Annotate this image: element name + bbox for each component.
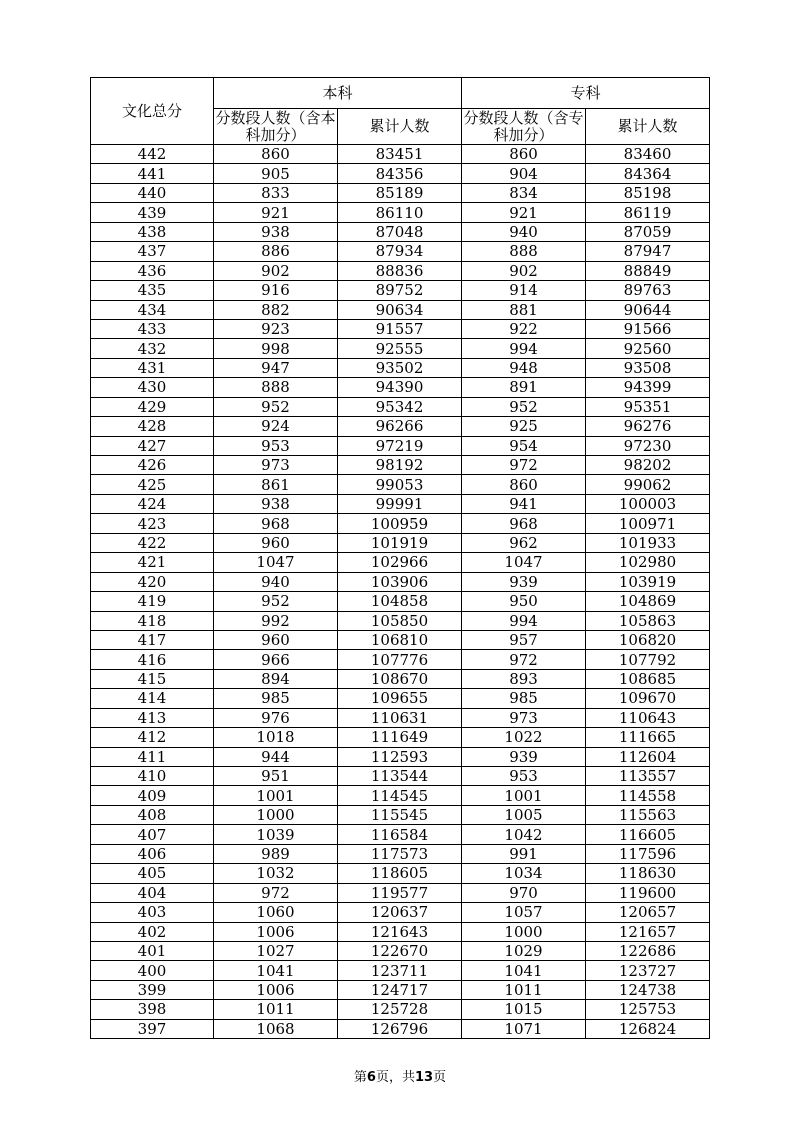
cell-benke-cumulative: 113544 [338, 767, 462, 786]
cell-zhuanke-cumulative: 112604 [586, 747, 710, 766]
cell-benke-segment: 1011 [214, 1000, 338, 1019]
cell-total-score: 415 [91, 669, 214, 688]
table-row [91, 378, 710, 397]
cell-benke-cumulative: 124717 [338, 980, 462, 999]
cell-benke-cumulative: 111649 [338, 728, 462, 747]
table-row [91, 339, 710, 358]
table-row [91, 708, 710, 727]
cell-benke-cumulative: 98192 [338, 456, 462, 475]
table-row [91, 358, 710, 377]
cell-benke-cumulative: 122670 [338, 941, 462, 960]
table-row [91, 203, 710, 222]
cell-zhuanke-segment: 893 [462, 669, 586, 688]
cell-benke-segment: 976 [214, 708, 338, 727]
cell-zhuanke-segment: 860 [462, 475, 586, 494]
cell-zhuanke-cumulative: 114558 [586, 786, 710, 805]
cell-total-score: 414 [91, 689, 214, 708]
cell-benke-cumulative: 119577 [338, 883, 462, 902]
table-row [91, 164, 710, 183]
footer-middle: 页，共 [375, 1070, 415, 1085]
page-footer [0, 1066, 800, 1085]
cell-benke-segment: 972 [214, 883, 338, 902]
cell-benke-segment: 861 [214, 475, 338, 494]
cell-zhuanke-segment: 902 [462, 261, 586, 280]
cell-total-score: 442 [91, 145, 214, 164]
cell-total-score: 432 [91, 339, 214, 358]
table-row [91, 475, 710, 494]
cell-zhuanke-cumulative: 98202 [586, 456, 710, 475]
cell-zhuanke-cumulative: 94399 [586, 378, 710, 397]
table-row [91, 319, 710, 338]
table-row [91, 592, 710, 611]
cell-benke-segment: 1001 [214, 786, 338, 805]
cell-zhuanke-segment: 1042 [462, 825, 586, 844]
cell-zhuanke-segment: 921 [462, 203, 586, 222]
cell-benke-cumulative: 125728 [338, 1000, 462, 1019]
cell-zhuanke-cumulative: 113557 [586, 767, 710, 786]
table-row [91, 864, 710, 883]
cell-total-score: 411 [91, 747, 214, 766]
cell-total-score: 407 [91, 825, 214, 844]
cell-benke-cumulative: 90634 [338, 300, 462, 319]
cell-benke-cumulative: 101919 [338, 533, 462, 552]
cell-total-score: 423 [91, 514, 214, 533]
table-row [91, 689, 710, 708]
cell-zhuanke-cumulative: 121657 [586, 922, 710, 941]
cell-zhuanke-cumulative: 96276 [586, 417, 710, 436]
cell-total-score: 424 [91, 494, 214, 513]
cell-benke-cumulative: 99991 [338, 494, 462, 513]
cell-total-score: 401 [91, 941, 214, 960]
cell-zhuanke-segment: 1057 [462, 903, 586, 922]
cell-benke-cumulative: 99053 [338, 475, 462, 494]
cell-total-score: 440 [91, 183, 214, 202]
table-row [91, 786, 710, 805]
cell-total-score: 400 [91, 961, 214, 980]
cell-benke-segment: 833 [214, 183, 338, 202]
cell-benke-cumulative: 120637 [338, 903, 462, 922]
table-row [91, 650, 710, 669]
cell-total-score: 410 [91, 767, 214, 786]
cell-total-score: 413 [91, 708, 214, 727]
table-row [91, 456, 710, 475]
cell-benke-segment: 1041 [214, 961, 338, 980]
cell-benke-segment: 1060 [214, 903, 338, 922]
table-row [91, 242, 710, 261]
cell-benke-segment: 894 [214, 669, 338, 688]
cell-zhuanke-segment: 1005 [462, 805, 586, 824]
cell-benke-segment: 882 [214, 300, 338, 319]
cell-benke-cumulative: 117573 [338, 844, 462, 863]
cell-zhuanke-cumulative: 85198 [586, 183, 710, 202]
cell-zhuanke-segment: 904 [462, 164, 586, 183]
cell-zhuanke-segment: 834 [462, 183, 586, 202]
table-header [91, 78, 710, 145]
table-row [91, 514, 710, 533]
cell-benke-segment: 1047 [214, 553, 338, 572]
cell-zhuanke-cumulative: 109670 [586, 689, 710, 708]
table-row [91, 300, 710, 319]
table-row [91, 961, 710, 980]
cell-zhuanke-cumulative: 83460 [586, 145, 710, 164]
cell-zhuanke-segment: 1001 [462, 786, 586, 805]
cell-zhuanke-cumulative: 122686 [586, 941, 710, 960]
table-row [91, 397, 710, 416]
cell-benke-cumulative: 114545 [338, 786, 462, 805]
cell-zhuanke-segment: 985 [462, 689, 586, 708]
cell-zhuanke-segment: 994 [462, 339, 586, 358]
cell-benke-cumulative: 89752 [338, 281, 462, 300]
cell-benke-cumulative: 87048 [338, 222, 462, 241]
cell-benke-cumulative: 106810 [338, 630, 462, 649]
header-benke-cumulative: 累计人数 [338, 109, 462, 145]
cell-zhuanke-segment: 953 [462, 767, 586, 786]
cell-zhuanke-segment: 925 [462, 417, 586, 436]
cell-benke-segment: 1039 [214, 825, 338, 844]
table-row [91, 767, 710, 786]
cell-benke-segment: 1068 [214, 1019, 338, 1038]
cell-benke-cumulative: 96266 [338, 417, 462, 436]
cell-benke-segment: 1006 [214, 980, 338, 999]
cell-zhuanke-segment: 891 [462, 378, 586, 397]
cell-zhuanke-cumulative: 90644 [586, 300, 710, 319]
cell-benke-segment: 966 [214, 650, 338, 669]
cell-zhuanke-segment: 954 [462, 436, 586, 455]
cell-benke-segment: 952 [214, 592, 338, 611]
cell-zhuanke-cumulative: 125753 [586, 1000, 710, 1019]
cell-benke-segment: 989 [214, 844, 338, 863]
cell-zhuanke-segment: 941 [462, 494, 586, 513]
cell-benke-cumulative: 110631 [338, 708, 462, 727]
cell-total-score: 431 [91, 358, 214, 377]
cell-total-score: 419 [91, 592, 214, 611]
cell-benke-segment: 905 [214, 164, 338, 183]
cell-benke-segment: 924 [214, 417, 338, 436]
cell-benke-cumulative: 102966 [338, 553, 462, 572]
footer-suffix: 页 [433, 1070, 447, 1085]
cell-total-score: 435 [91, 281, 214, 300]
cell-total-score: 441 [91, 164, 214, 183]
table-row [91, 825, 710, 844]
cell-zhuanke-cumulative: 88849 [586, 261, 710, 280]
footer-prefix: 第 [353, 1070, 367, 1085]
cell-total-score: 412 [91, 728, 214, 747]
cell-total-score: 406 [91, 844, 214, 863]
cell-benke-cumulative: 87934 [338, 242, 462, 261]
cell-zhuanke-segment: 972 [462, 650, 586, 669]
cell-zhuanke-cumulative: 99062 [586, 475, 710, 494]
cell-zhuanke-cumulative: 103919 [586, 572, 710, 591]
cell-zhuanke-cumulative: 119600 [586, 883, 710, 902]
table-row [91, 145, 710, 164]
cell-zhuanke-segment: 939 [462, 747, 586, 766]
cell-total-score: 430 [91, 378, 214, 397]
cell-zhuanke-segment: 1071 [462, 1019, 586, 1038]
cell-total-score: 425 [91, 475, 214, 494]
cell-zhuanke-cumulative: 106820 [586, 630, 710, 649]
header-total-score: 文化总分 [91, 78, 214, 145]
cell-total-score: 438 [91, 222, 214, 241]
cell-benke-cumulative: 84356 [338, 164, 462, 183]
cell-total-score: 422 [91, 533, 214, 552]
cell-benke-cumulative: 112593 [338, 747, 462, 766]
table-row [91, 728, 710, 747]
table-row [91, 630, 710, 649]
cell-zhuanke-cumulative: 87947 [586, 242, 710, 261]
cell-zhuanke-segment: 922 [462, 319, 586, 338]
cell-benke-segment: 1018 [214, 728, 338, 747]
cell-zhuanke-segment: 1041 [462, 961, 586, 980]
footer-page-number: 6 [366, 1070, 376, 1085]
cell-benke-segment: 952 [214, 397, 338, 416]
cell-zhuanke-segment: 957 [462, 630, 586, 649]
cell-benke-segment: 1032 [214, 864, 338, 883]
cell-total-score: 428 [91, 417, 214, 436]
cell-zhuanke-segment: 1011 [462, 980, 586, 999]
table-row [91, 805, 710, 824]
cell-benke-segment: 1006 [214, 922, 338, 941]
cell-zhuanke-cumulative: 92560 [586, 339, 710, 358]
cell-zhuanke-segment: 881 [462, 300, 586, 319]
cell-benke-segment: 947 [214, 358, 338, 377]
cell-total-score: 426 [91, 456, 214, 475]
cell-benke-segment: 973 [214, 456, 338, 475]
cell-total-score: 439 [91, 203, 214, 222]
cell-total-score: 402 [91, 922, 214, 941]
cell-zhuanke-segment: 991 [462, 844, 586, 863]
cell-zhuanke-segment: 940 [462, 222, 586, 241]
cell-total-score: 409 [91, 786, 214, 805]
cell-benke-cumulative: 108670 [338, 669, 462, 688]
cell-benke-cumulative: 97219 [338, 436, 462, 455]
cell-zhuanke-segment: 888 [462, 242, 586, 261]
table-row [91, 533, 710, 552]
cell-benke-segment: 921 [214, 203, 338, 222]
table-row [91, 183, 710, 202]
cell-zhuanke-cumulative: 102980 [586, 553, 710, 572]
table-row [91, 922, 710, 941]
cell-total-score: 404 [91, 883, 214, 902]
cell-total-score: 429 [91, 397, 214, 416]
table-row [91, 1019, 710, 1038]
cell-benke-segment: 992 [214, 611, 338, 630]
cell-benke-segment: 902 [214, 261, 338, 280]
table-row [91, 844, 710, 863]
cell-total-score: 436 [91, 261, 214, 280]
cell-benke-cumulative: 115545 [338, 805, 462, 824]
cell-benke-segment: 886 [214, 242, 338, 261]
table-row [91, 669, 710, 688]
cell-zhuanke-segment: 1047 [462, 553, 586, 572]
cell-zhuanke-segment: 939 [462, 572, 586, 591]
cell-benke-cumulative: 92555 [338, 339, 462, 358]
cell-benke-cumulative: 118605 [338, 864, 462, 883]
cell-total-score: 408 [91, 805, 214, 824]
cell-total-score: 416 [91, 650, 214, 669]
cell-benke-cumulative: 93502 [338, 358, 462, 377]
header-group-benke: 本科 [214, 78, 462, 109]
cell-benke-segment: 953 [214, 436, 338, 455]
table-row [91, 747, 710, 766]
cell-benke-cumulative: 121643 [338, 922, 462, 941]
footer-total-pages: 13 [414, 1070, 434, 1085]
header-benke-segment: 分数段人数（含本科加分） [215, 108, 336, 144]
cell-benke-segment: 938 [214, 222, 338, 241]
cell-total-score: 403 [91, 903, 214, 922]
cell-benke-segment: 923 [214, 319, 338, 338]
cell-zhuanke-cumulative: 86119 [586, 203, 710, 222]
table-row [91, 417, 710, 436]
table-row [91, 281, 710, 300]
cell-zhuanke-segment: 973 [462, 708, 586, 727]
cell-zhuanke-segment: 1022 [462, 728, 586, 747]
cell-zhuanke-segment: 972 [462, 456, 586, 475]
table-row [91, 222, 710, 241]
cell-zhuanke-segment: 950 [462, 592, 586, 611]
cell-zhuanke-cumulative: 97230 [586, 436, 710, 455]
cell-zhuanke-cumulative: 101933 [586, 533, 710, 552]
cell-benke-cumulative: 107776 [338, 650, 462, 669]
cell-zhuanke-cumulative: 124738 [586, 980, 710, 999]
table-row [91, 436, 710, 455]
cell-zhuanke-segment: 970 [462, 883, 586, 902]
cell-total-score: 420 [91, 572, 214, 591]
cell-zhuanke-segment: 994 [462, 611, 586, 630]
header-zhuanke-segment: 分数段人数（含专科加分） [463, 108, 584, 144]
cell-benke-cumulative: 126796 [338, 1019, 462, 1038]
cell-zhuanke-cumulative: 117596 [586, 844, 710, 863]
cell-zhuanke-cumulative: 95351 [586, 397, 710, 416]
cell-benke-cumulative: 85189 [338, 183, 462, 202]
cell-zhuanke-cumulative: 87059 [586, 222, 710, 241]
cell-benke-segment: 1027 [214, 941, 338, 960]
cell-benke-segment: 888 [214, 378, 338, 397]
cell-zhuanke-cumulative: 118630 [586, 864, 710, 883]
cell-total-score: 417 [91, 630, 214, 649]
cell-benke-cumulative: 94390 [338, 378, 462, 397]
header-group-zhuanke: 专科 [462, 78, 710, 109]
table-row [91, 883, 710, 902]
cell-zhuanke-cumulative: 111665 [586, 728, 710, 747]
cell-benke-segment: 916 [214, 281, 338, 300]
cell-total-score: 433 [91, 319, 214, 338]
cell-zhuanke-segment: 860 [462, 145, 586, 164]
table-row [91, 611, 710, 630]
cell-zhuanke-cumulative: 108685 [586, 669, 710, 688]
cell-benke-cumulative: 109655 [338, 689, 462, 708]
cell-benke-segment: 940 [214, 572, 338, 591]
table-row [91, 572, 710, 591]
table-row [91, 553, 710, 572]
cell-benke-cumulative: 103906 [338, 572, 462, 591]
cell-benke-cumulative: 86110 [338, 203, 462, 222]
cell-zhuanke-cumulative: 107792 [586, 650, 710, 669]
table-body [91, 145, 710, 1039]
cell-benke-cumulative: 91557 [338, 319, 462, 338]
cell-benke-cumulative: 95342 [338, 397, 462, 416]
cell-zhuanke-cumulative: 115563 [586, 805, 710, 824]
cell-benke-segment: 960 [214, 533, 338, 552]
cell-zhuanke-cumulative: 110643 [586, 708, 710, 727]
table-row [91, 941, 710, 960]
cell-benke-segment: 985 [214, 689, 338, 708]
cell-zhuanke-cumulative: 116605 [586, 825, 710, 844]
cell-zhuanke-cumulative: 93508 [586, 358, 710, 377]
cell-zhuanke-segment: 1015 [462, 1000, 586, 1019]
cell-zhuanke-cumulative: 84364 [586, 164, 710, 183]
cell-total-score: 421 [91, 553, 214, 572]
cell-zhuanke-cumulative: 91566 [586, 319, 710, 338]
score-distribution-table [90, 77, 710, 1039]
cell-zhuanke-cumulative: 89763 [586, 281, 710, 300]
cell-zhuanke-segment: 914 [462, 281, 586, 300]
cell-benke-segment: 860 [214, 145, 338, 164]
table-row [91, 494, 710, 513]
cell-zhuanke-cumulative: 123727 [586, 961, 710, 980]
table-row [91, 980, 710, 999]
cell-zhuanke-segment: 962 [462, 533, 586, 552]
cell-total-score: 398 [91, 1000, 214, 1019]
cell-benke-cumulative: 104858 [338, 592, 462, 611]
cell-benke-segment: 960 [214, 630, 338, 649]
cell-benke-segment: 968 [214, 514, 338, 533]
cell-total-score: 437 [91, 242, 214, 261]
cell-benke-segment: 938 [214, 494, 338, 513]
table-row [91, 261, 710, 280]
cell-zhuanke-cumulative: 100003 [586, 494, 710, 513]
cell-zhuanke-cumulative: 120657 [586, 903, 710, 922]
cell-zhuanke-segment: 948 [462, 358, 586, 377]
table-row [91, 903, 710, 922]
cell-zhuanke-cumulative: 104869 [586, 592, 710, 611]
cell-benke-cumulative: 100959 [338, 514, 462, 533]
cell-benke-segment: 944 [214, 747, 338, 766]
cell-benke-cumulative: 116584 [338, 825, 462, 844]
cell-benke-cumulative: 88836 [338, 261, 462, 280]
cell-zhuanke-cumulative: 126824 [586, 1019, 710, 1038]
cell-zhuanke-segment: 1029 [462, 941, 586, 960]
cell-benke-cumulative: 105850 [338, 611, 462, 630]
cell-benke-cumulative: 83451 [338, 145, 462, 164]
cell-benke-segment: 951 [214, 767, 338, 786]
cell-zhuanke-segment: 952 [462, 397, 586, 416]
table-row [91, 1000, 710, 1019]
header-zhuanke-cumulative: 累计人数 [586, 109, 710, 145]
cell-zhuanke-cumulative: 100971 [586, 514, 710, 533]
cell-benke-cumulative: 123711 [338, 961, 462, 980]
cell-total-score: 427 [91, 436, 214, 455]
cell-benke-segment: 1000 [214, 805, 338, 824]
cell-zhuanke-segment: 1034 [462, 864, 586, 883]
cell-zhuanke-segment: 968 [462, 514, 586, 533]
cell-total-score: 397 [91, 1019, 214, 1038]
cell-zhuanke-cumulative: 105863 [586, 611, 710, 630]
cell-total-score: 399 [91, 980, 214, 999]
cell-total-score: 434 [91, 300, 214, 319]
cell-benke-segment: 998 [214, 339, 338, 358]
cell-total-score: 418 [91, 611, 214, 630]
cell-total-score: 405 [91, 864, 214, 883]
cell-zhuanke-segment: 1000 [462, 922, 586, 941]
